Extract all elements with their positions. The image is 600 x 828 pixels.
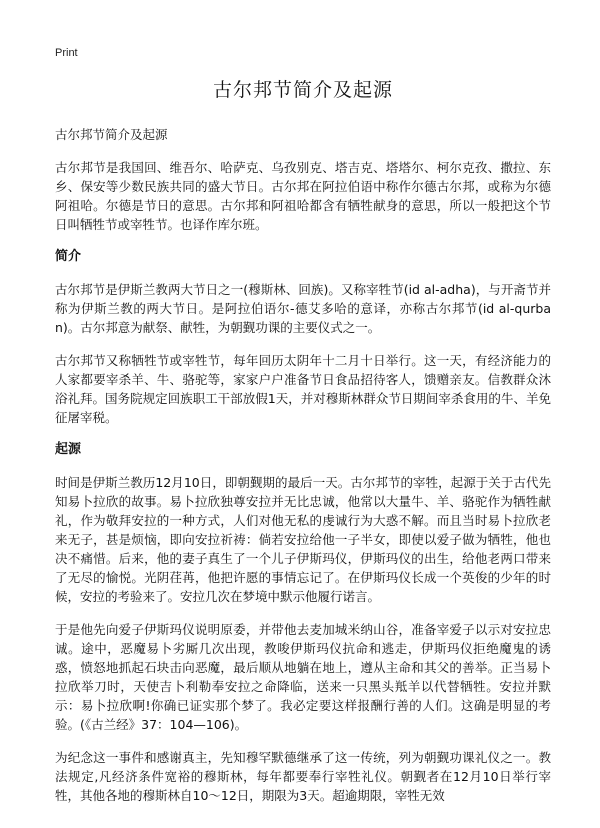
section-heading-intro: 简介 <box>55 249 82 264</box>
origin-paragraph-3: 为纪念这一事件和感谢真主，先知穆罕默德继承了这一传统，列为朝觐功课礼仪之一。教法规定,凡经济条件宽裕的穆斯林，每年都要奉行宰牲礼仪。朝觐者在12月10日举行宰牲，其他各地的穆斯林自10～12日，期限为3天。超逾期限，宰牲无效 <box>55 750 551 803</box>
origin-paragraph-2: 于是他先向爱子伊斯玛仪说明原委，并带他去麦加城米纳山谷，准备宰爱子以示对安拉忠诚。途中，恶魔易卜劣厮几次出现，教唆伊斯玛仪抗命和逃走，伊斯玛仪拒绝魔鬼的诱惑，愤怒地抓起石块击向恶魔，最后顺从地躺在地上，遵从主命和其父的善举。正当易卜拉欣举刀时，天使吉卜利勒奉安拉之命降临，送来一只黑头羝羊以代替牺牲。安拉并默示：易卜拉欣啊!你确已证实那个梦了。我必定要这样报酬行善的人们。这确是明显的考验。(《古兰经》37：104—106)。 <box>55 622 551 732</box>
page-title: 古尔邦节简介及起源 <box>212 79 393 101</box>
intro-section-paragraph-2: 古尔邦节又称牺牲节或宰牲节，每年回历太阴年十二月十日举行。这一天，有经济能力的人家都要宰杀羊、牛、骆驼等，家家户户准备节日食品招待客人，馈赠亲友。信教群众沐浴礼拜。国务院规定回族职工干部放假1天，并对穆斯林群众节日期间宰杀食用的牛、羊免征屠宰税。 <box>55 353 551 425</box>
origin-paragraph-1: 时间是伊斯兰教历12月10日，即朝觐期的最后一天。古尔邦节的宰牲，起源于关于古代先知易卜拉欣的故事。易卜拉欣独尊安拉并无比忠诚，他常以大量牛、羊、骆驼作为牺牲献礼，作为敬拜安拉的一种方式，人们对他无私的虔诚行为大惑不解。而且当时易卜拉欣老来无子，甚是烦恼，即向安拉祈祷：倘若安拉给他一子半女，即使以爱子做为牺牲，他也决不痛惜。后来，他的妻子真生了一个儿子伊斯玛仪，伊斯玛仪的出生，给他老两口带来了无尽的愉悦。光阴荏苒，他把许愿的事情忘记了。在伊斯玛仪长成一个英俊的少年的时候，安拉的考验来了。安拉几次在梦境中默示他履行诺言。 <box>55 475 551 604</box>
intro-section-paragraph-1: 古尔邦节是伊斯兰教两大节日之一(穆斯林、回族)。又称宰牲节(id al-adha)，与开斋节并称为伊斯兰教的两大节日。是阿拉伯语尔-德艾多哈的意译，亦称古尔邦节(id al-qurban)。古尔邦意为献祭、献牲，为朝觐功课的主要仪式之一。 <box>55 282 551 335</box>
article <box>55 76 551 805</box>
section-heading-origin: 起源 <box>55 442 82 457</box>
intro-paragraph: 古尔邦节是我国回、维吾尔、哈萨克、乌孜别克、塔吉克、塔塔尔、柯尔克孜、撒拉、东乡、保安等少数民族共同的盛大节日。古尔邦在阿拉伯语中称作尔德古尔邦，或称为尔德阿祖哈。尔德是节日的意思。古尔邦和阿祖哈都含有牺牲献身的意思，所以一般把这个节日叫牺牲节或宰牲节。也译作库尔班。 <box>55 160 551 232</box>
print-link[interactable]: Print <box>55 47 78 59</box>
article-subtitle: 古尔邦节简介及起源 <box>55 127 168 142</box>
